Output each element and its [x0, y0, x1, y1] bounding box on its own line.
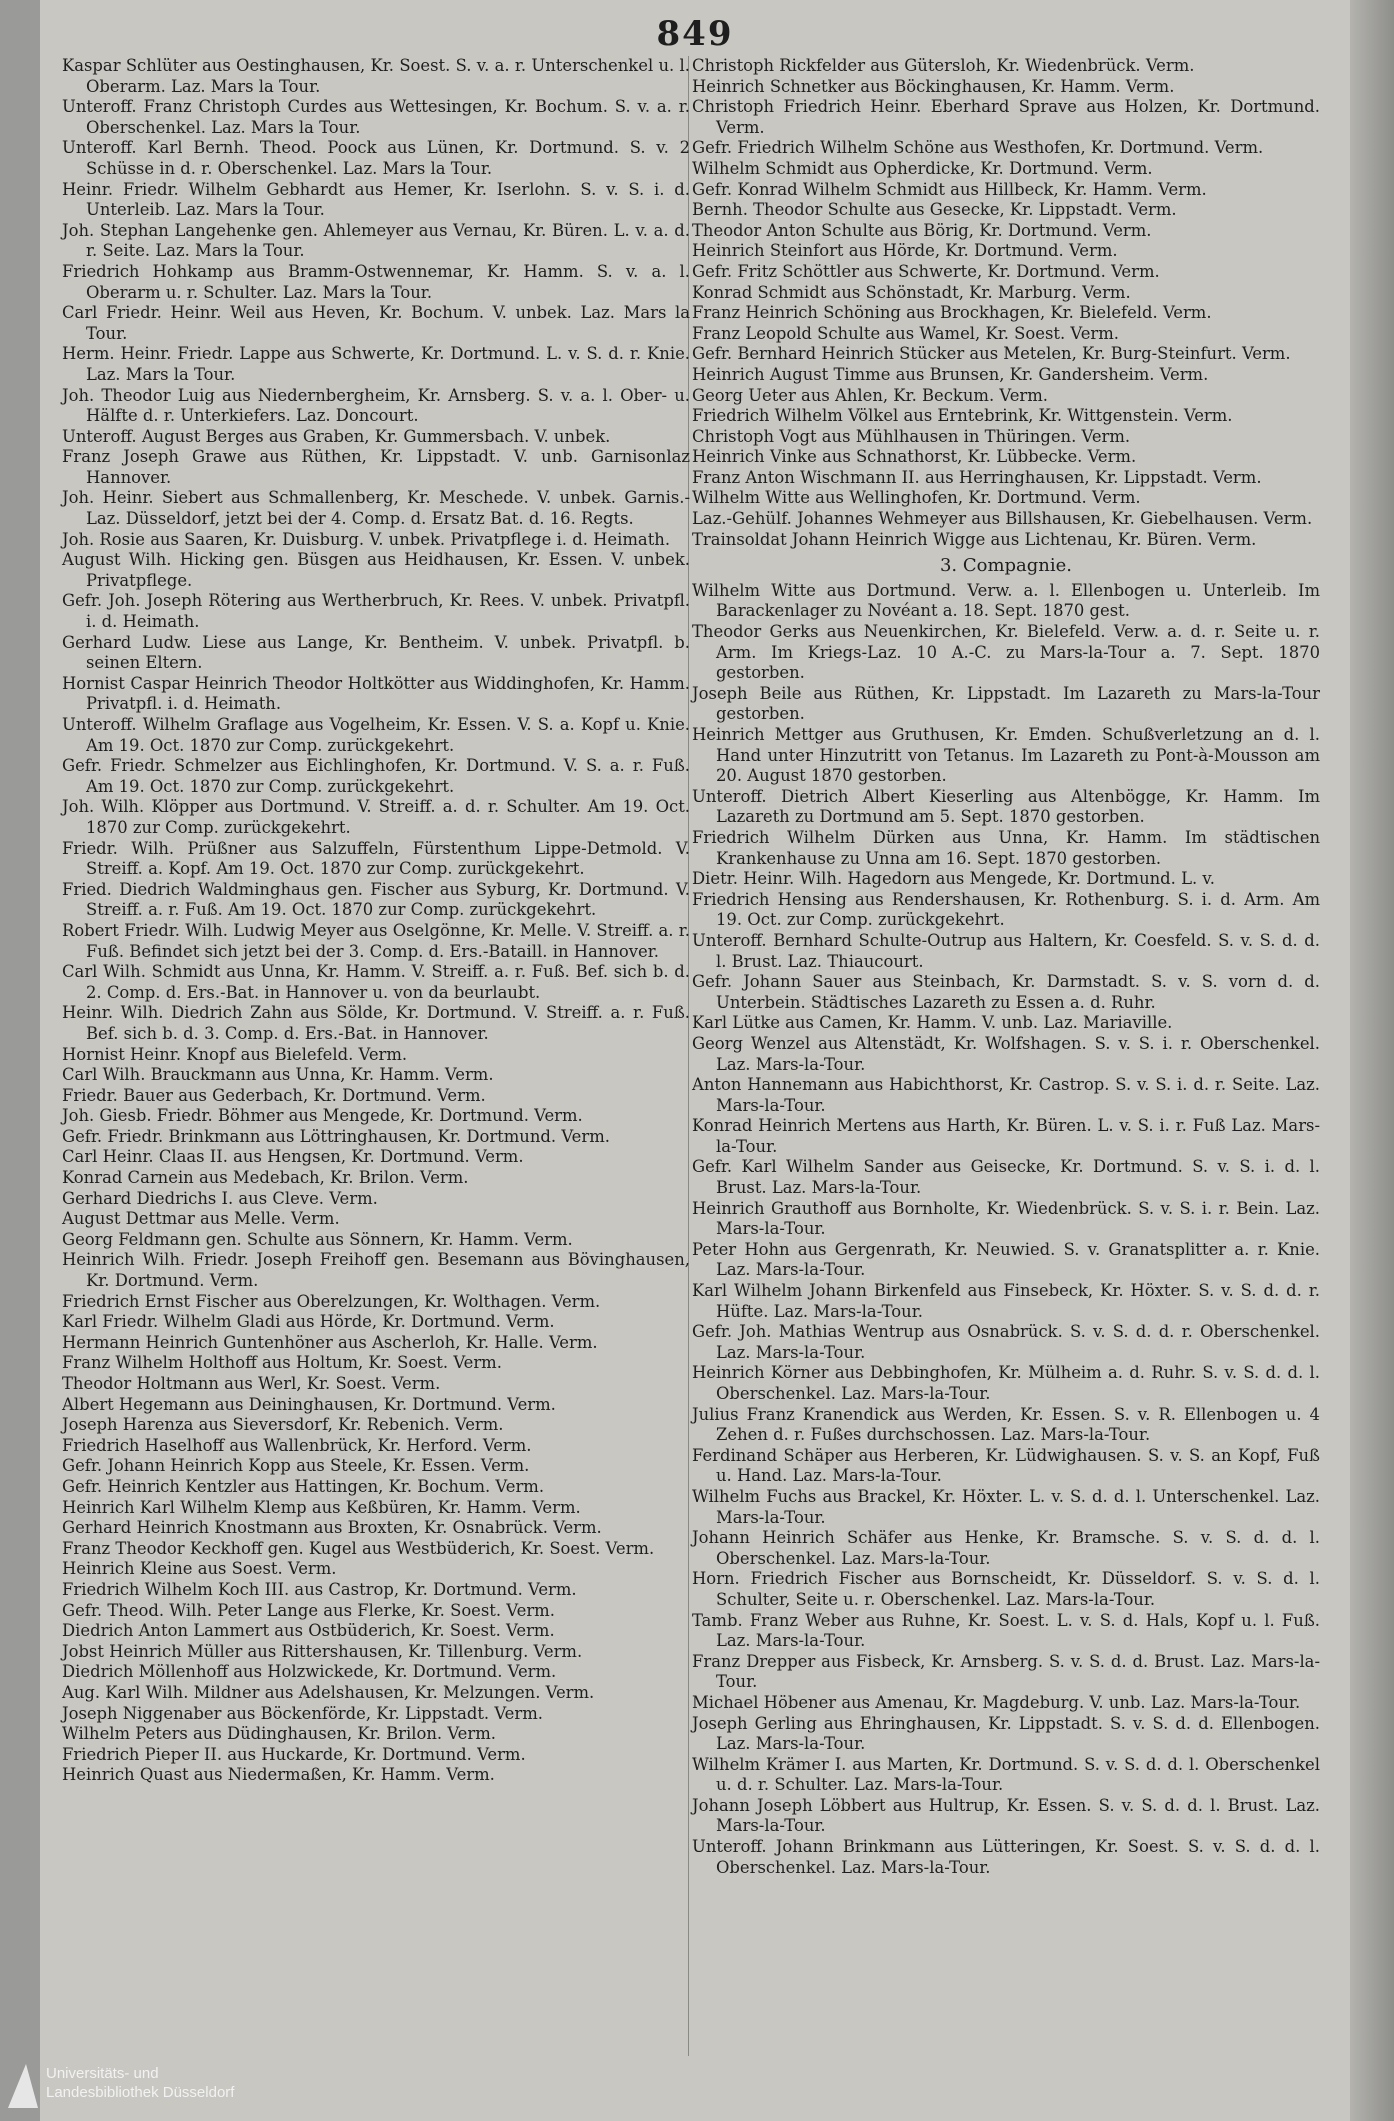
list-entry: Gefr. Friedrich Wilhelm Schöne aus Westhofen, Kr. Dortmund. Verm.	[692, 138, 1264, 158]
list-entry: Friedr. Wilh. Prüßner aus Salzuffeln, Fürstenthum Lippe-Detmold. V. Streiff. a. Kopf. Am 19. Oct. 1870 zur Comp. zurückgekehrt.	[62, 838, 690, 879]
list-entry: Unteroff. Franz Christoph Curdes aus Wettesingen, Kr. Bochum. S. v. a. r. Oberschenkel. Laz. Mars la Tour.	[62, 97, 690, 137]
list-entry: Joh. Giesb. Friedr. Böhmer aus Mengede, Kr. Dortmund. Verm.	[62, 1106, 583, 1126]
list-entry: Theodor Gerks aus Neuenkirchen, Kr. Bielefeld. Verw. a. d. r. Seite u. r. Arm. Im Kriegs-Laz. 10 A.-C. zu Mars-la-Tour a. 7. Sept. 1870 gestorben.	[692, 622, 1320, 683]
list-entry: Heinrich Kleine aus Soest. Verm.	[62, 1559, 337, 1579]
list-entry: Carl Friedr. Heinr. Weil aus Heven, Kr. Bochum. V. unbek. Laz. Mars la Tour.	[62, 303, 690, 343]
list-entry: Georg Feldmann gen. Schulte aus Sönnern, Kr. Hamm. Verm.	[62, 1229, 573, 1249]
list-entry: Gefr. Bernhard Heinrich Stücker aus Metelen, Kr. Burg-Steinfurt. Verm.	[692, 344, 1291, 364]
list-entry: Gefr. Johann Sauer aus Steinbach, Kr. Darmstadt. S. v. S. vorn d. d. Unterbein. Städtisches Lazareth zu Essen a. d. Ruhr.	[692, 972, 1320, 1012]
list-entry: Georg Wenzel aus Altenstädt, Kr. Wolfshagen. S. v. S. i. r. Oberschenkel. Laz. Mars-la-Tour.	[692, 1033, 1320, 1074]
list-entry: Heinrich Wilh. Friedr. Joseph Freihoff gen. Besemann aus Bövinghausen, Kr. Dortmund. Verm.	[62, 1250, 690, 1291]
list-entry: Diedrich Anton Lammert aus Ostbüderich, Kr. Soest. Verm.	[62, 1621, 555, 1641]
list-entry: Wilhelm Witte aus Dortmund. Verw. a. l. Ellenbogen u. Unterleib. Im Barackenlager zu Novéant a. 18. Sept. 1870 gest.	[692, 580, 1320, 621]
list-entry: Carl Wilh. Brauckmann aus Unna, Kr. Hamm. Verm.	[62, 1065, 494, 1085]
right-column	[692, 56, 1320, 1878]
list-entry: Peter Hohn aus Gergenrath, Kr. Neuwied. S. v. Granatsplitter a. r. Knie. Laz. Mars-la-Tour.	[692, 1239, 1320, 1280]
list-entry: Heinrich Mettger aus Gruthusen, Kr. Emden. Schußverletzung an d. l. Hand unter Hinzutritt von Tetanus. Im Lazareth zu Pont-à-Mousson am 20. August 1870 gestorben.	[692, 725, 1320, 786]
list-entry: Diedrich Möllenhoff aus Holzwickede, Kr. Dortmund. Verm.	[62, 1662, 557, 1682]
library-logo	[2, 2060, 302, 2116]
list-entry: Carl Heinr. Claas II. aus Hengsen, Kr. Dortmund. Verm.	[62, 1147, 524, 1167]
list-entry: Anton Hannemann aus Habichthorst, Kr. Castrop. S. v. S. i. d. r. Seite. Laz. Mars-la-Tour.	[692, 1075, 1320, 1115]
list-entry: Joh. Stephan Langehenke gen. Ahlemeyer aus Vernau, Kr. Büren. L. v. a. d. r. Seite. Laz. Mars la Tour.	[62, 220, 690, 261]
list-entry: Konrad Heinrich Mertens aus Harth, Kr. Büren. L. v. S. i. r. Fuß Laz. Mars-la-Tour.	[692, 1116, 1320, 1156]
list-entry: Friedrich Wilhelm Völkel aus Erntebrink, Kr. Wittgenstein. Verm.	[692, 406, 1233, 426]
list-entry: Georg Ueter aus Ahlen, Kr. Beckum. Verm.	[692, 385, 1048, 405]
list-entry: Franz Anton Wischmann II. aus Herringhausen, Kr. Lippstadt. Verm.	[692, 467, 1262, 487]
list-entry: Heinrich Grauthoff aus Bornholte, Kr. Wiedenbrück. S. v. S. i. r. Bein. Laz. Mars-la-Tour.	[692, 1198, 1320, 1239]
list-entry: Joseph Beile aus Rüthen, Kr. Lippstadt. Im Lazareth zu Mars-la-Tour gestorben.	[692, 683, 1320, 724]
list-entry: Ferdinand Schäper aus Herberen, Kr. Lüdwighausen. S. v. S. an Kopf, Fuß u. Hand. Laz. Mars-la-Tour.	[692, 1445, 1320, 1486]
list-entry: Gerhard Ludw. Liese aus Lange, Kr. Bentheim. V. unbek. Privatpfl. b. seinen Eltern.	[62, 632, 690, 673]
list-entry: Hornist Caspar Heinrich Theodor Holtkötter aus Widdinghofen, Kr. Hamm. Privatpfl. i. d. Heimath.	[62, 673, 690, 714]
list-entry: Theodor Holtmann aus Werl, Kr. Soest. Verm.	[62, 1374, 441, 1393]
list-entry: Gefr. Heinrich Kentzler aus Hattingen, Kr. Bochum. Verm.	[62, 1476, 545, 1496]
list-entry: Gefr. Karl Wilhelm Sander aus Geisecke, Kr. Dortmund. S. v. S. i. d. l. Brust. Laz. Mars-la-Tour.	[692, 1157, 1320, 1198]
list-entry: Gerhard Heinrich Knostmann aus Broxten, Kr. Osnabrück. Verm.	[62, 1518, 602, 1538]
list-entry: Franz Wilhelm Holthoff aus Holtum, Kr. Soest. Verm.	[62, 1353, 502, 1373]
list-entry: Gefr. Konrad Wilhelm Schmidt aus Hillbeck, Kr. Hamm. Verm.	[692, 179, 1207, 199]
list-entry: Unteroff. August Berges aus Graben, Kr. Gummersbach. V. unbek.	[62, 426, 611, 446]
list-entry: Herm. Heinr. Friedr. Lappe aus Schwerte, Kr. Dortmund. L. v. S. d. r. Knie. Laz. Mars la Tour.	[62, 344, 690, 384]
library-mark-icon	[8, 2064, 38, 2108]
list-entry: August Wilh. Hicking gen. Büsgen aus Heidhausen, Kr. Essen. V. unbek. Privatpflege.	[62, 550, 690, 590]
list-entry: Joseph Niggenaber aus Böckenförde, Kr. Lippstadt. Verm.	[62, 1703, 543, 1723]
list-entry: Friedrich Hohkamp aus Bramm-Ostwennemar, Kr. Hamm. S. v. a. l. Oberarm u. r. Schulter. Laz. Mars la Tour.	[62, 261, 690, 302]
list-entry: Heinrich Körner aus Debbinghofen, Kr. Mülheim a. d. Ruhr. S. v. S. d. d. l. Oberschenkel. Laz. Mars-la-Tour.	[692, 1363, 1320, 1403]
list-entry: Gefr. Johann Heinrich Kopp aus Steele, Kr. Essen. Verm.	[62, 1456, 530, 1476]
list-entry: Trainsoldat Johann Heinrich Wigge aus Lichtenau, Kr. Büren. Verm.	[692, 529, 1257, 549]
list-entry: Friedrich Pieper II. aus Huckarde, Kr. Dortmund. Verm.	[62, 1744, 526, 1764]
list-entry: Christoph Friedrich Heinr. Eberhard Sprave aus Holzen, Kr. Dortmund. Verm.	[692, 97, 1320, 137]
list-entry: Heinrich Quast aus Niedermaßen, Kr. Hamm. Verm.	[62, 1765, 495, 1785]
list-entry: Heinrich August Timme aus Brunsen, Kr. Gandersheim. Verm.	[692, 364, 1209, 384]
list-entry: Wilhelm Krämer I. aus Marten, Kr. Dortmund. S. v. S. d. d. l. Oberschenkel u. d. r. Schulter. Laz. Mars-la-Tour.	[692, 1754, 1320, 1795]
list-entry: Dietr. Heinr. Wilh. Hagedorn aus Mengede, Kr. Dortmund. L. v.	[692, 869, 1215, 889]
list-entry: Horn. Friedrich Fischer aus Bornscheidt, Kr. Düsseldorf. S. v. S. d. l. Schulter, Seite u. r. Oberschenkel. Laz. Mars-la-Tour.	[692, 1569, 1320, 1609]
list-entry: Gefr. Joh. Joseph Rötering aus Wertherbruch, Kr. Rees. V. unbek. Privatpfl. i. d. Heimath.	[62, 591, 690, 632]
list-entry: Christoph Vogt aus Mühlhausen in Thüringen. Verm.	[692, 426, 1131, 446]
list-entry: Wilhelm Fuchs aus Brackel, Kr. Höxter. L. v. S. d. d. l. Unterschenkel. Laz. Mars-la-Tour.	[692, 1486, 1320, 1527]
list-entry: Heinrich Karl Wilhelm Klemp aus Keßbüren, Kr. Hamm. Verm.	[62, 1497, 581, 1517]
right-column-bottom-list	[692, 581, 1320, 1878]
list-entry: Friedrich Haselhoff aus Wallenbrück, Kr. Herford. Verm.	[62, 1435, 532, 1455]
list-entry: Friedrich Ernst Fischer aus Oberelzungen, Kr. Wolthagen. Verm.	[62, 1291, 601, 1311]
list-entry: Aug. Karl Wilh. Mildner aus Adelshausen, Kr. Melzungen. Verm.	[62, 1682, 595, 1702]
list-entry: Friedrich Hensing aus Rendershausen, Kr. Rothenburg. S. i. d. Arm. Am 19. Oct. zur Comp. zurückgekehrt.	[692, 889, 1320, 930]
list-entry: Gefr. Friedr. Brinkmann aus Löttringhausen, Kr. Dortmund. Verm.	[62, 1126, 610, 1146]
list-entry: Unteroff. Johann Brinkmann aus Lütteringen, Kr. Soest. S. v. S. d. d. l. Oberschenkel. Laz. Mars-la-Tour.	[692, 1837, 1320, 1877]
book-edge	[1350, 0, 1394, 2121]
list-entry: Joh. Rosie aus Saaren, Kr. Duisburg. V. unbek. Privatpflege i. d. Heimath.	[62, 529, 671, 549]
list-entry: Heinrich Steinfort aus Hörde, Kr. Dortmund. Verm.	[692, 241, 1118, 261]
list-entry: Karl Lütke aus Camen, Kr. Hamm. V. unb. Laz. Mariaville.	[692, 1013, 1173, 1033]
logo-line-1: Universitäts- und	[46, 2065, 159, 2082]
list-entry: Franz Leopold Schulte aus Wamel, Kr. Soest. Verm.	[692, 323, 1119, 343]
list-entry: Robert Friedr. Wilh. Ludwig Meyer aus Oselgönne, Kr. Melle. V. Streiff. a. r. Fuß. Befindet sich jetzt bei der 3. Comp. d. Ers.-Bataill. in Hannover.	[62, 920, 690, 961]
list-entry: Karl Friedr. Wilhelm Gladi aus Hörde, Kr. Dortmund. Verm.	[62, 1312, 555, 1332]
list-entry: Joh. Heinr. Siebert aus Schmallenberg, Kr. Meschede. V. unbek. Garnis.-Laz. Düsseldorf, jetzt bei der 4. Comp. d. Ersatz Bat. d. 16. Regts.	[62, 488, 690, 529]
list-entry: Franz Joseph Grawe aus Rüthen, Kr. Lippstadt. V. unb. Garnisonlaz Hannover.	[62, 447, 690, 487]
list-entry: Gerhard Diedrichs I. aus Cleve. Verm.	[62, 1188, 378, 1208]
list-entry: Wilhelm Peters aus Düdinghausen, Kr. Brilon. Verm.	[62, 1724, 496, 1744]
list-entry: Heinrich Schnetker aus Böckinghausen, Kr. Hamm. Verm.	[692, 76, 1175, 96]
list-entry: Albert Hegemann aus Deininghausen, Kr. Dortmund. Verm.	[62, 1394, 556, 1414]
list-entry: Konrad Carnein aus Medebach, Kr. Brilon. Verm.	[62, 1168, 469, 1188]
list-entry: Karl Wilhelm Johann Birkenfeld aus Finsebeck, Kr. Höxter. S. v. S. d. d. r. Hüfte. Laz. Mars-la-Tour.	[692, 1281, 1320, 1321]
right-column-top-list	[692, 56, 1320, 550]
document-page	[40, 0, 1350, 2121]
list-entry: Johann Joseph Löbbert aus Hultrup, Kr. Essen. S. v. S. d. d. l. Brust. Laz. Mars-la-Tour.	[692, 1795, 1320, 1836]
list-entry: Friedrich Wilhelm Koch III. aus Castrop, Kr. Dortmund. Verm.	[62, 1579, 577, 1599]
list-entry: Franz Heinrich Schöning aus Brockhagen, Kr. Bielefeld. Verm.	[692, 303, 1212, 323]
list-entry: Tamb. Franz Weber aus Ruhne, Kr. Soest. L. v. S. d. Hals, Kopf u. l. Fuß. Laz. Mars-la-Tour.	[692, 1610, 1320, 1651]
logo-line-2: Landesbibliothek Düsseldorf	[46, 2084, 235, 2101]
list-entry: Wilhelm Schmidt aus Opherdicke, Kr. Dortmund. Verm.	[692, 158, 1153, 178]
list-entry: Gefr. Theod. Wilh. Peter Lange aus Flerke, Kr. Soest. Verm.	[62, 1600, 555, 1620]
list-entry: Franz Drepper aus Fisbeck, Kr. Arnsberg. S. v. S. d. d. Brust. Laz. Mars-la-Tour.	[692, 1651, 1320, 1692]
list-entry: Joh. Wilh. Klöpper aus Dortmund. V. Streiff. a. d. r. Schulter. Am 19. Oct. 1870 zur Comp. zurückgekehrt.	[62, 797, 690, 837]
section-heading: 3. Compagnie.	[939, 555, 1073, 577]
list-entry: Wilhelm Witte aus Wellinghofen, Kr. Dortmund. Verm.	[692, 488, 1141, 508]
left-column	[62, 56, 690, 1786]
list-entry: Hermann Heinrich Guntenhöner aus Ascherloh, Kr. Halle. Verm.	[62, 1332, 598, 1352]
list-entry: Joseph Gerling aus Ehringhausen, Kr. Lippstadt. S. v. S. d. d. Ellenbogen. Laz. Mars-la-Tour.	[692, 1713, 1320, 1754]
page-number: 849	[656, 14, 734, 54]
list-entry: Gefr. Friedr. Schmelzer aus Eichlinghofen, Kr. Dortmund. V. S. a. r. Fuß. Am 19. Oct. 1870 zur Comp. zurückgekehrt.	[62, 756, 690, 796]
list-entry: Jobst Heinrich Müller aus Rittershausen, Kr. Tillenburg. Verm.	[62, 1641, 583, 1661]
list-entry: August Dettmar aus Melle. Verm.	[62, 1209, 340, 1229]
list-entry: Fried. Diedrich Waldminghaus gen. Fischer aus Syburg, Kr. Dortmund. V. Streiff. a. r. Fuß. Am 19. Oct. 1870 zur Comp. zurückgekehrt.	[62, 879, 690, 920]
list-entry: Friedr. Bauer aus Gederbach, Kr. Dortmund. Verm.	[62, 1085, 486, 1105]
list-entry: Bernh. Theodor Schulte aus Gesecke, Kr. Lippstadt. Verm.	[692, 200, 1177, 220]
list-entry: Johann Heinrich Schäfer aus Henke, Kr. Bramsche. S. v. S. d. d. l. Oberschenkel. Laz. Mars-la-Tour.	[692, 1528, 1320, 1568]
list-entry: Unteroff. Karl Bernh. Theod. Poock aus Lünen, Kr. Dortmund. S. v. 2 Schüsse in d. r. Oberschenkel. Laz. Mars la Tour.	[62, 138, 690, 178]
list-entry: Friedrich Wilhelm Dürken aus Unna, Kr. Hamm. Im städtischen Krankenhause zu Unna am 16. Sept. 1870 gestorben.	[692, 827, 1320, 868]
list-entry: Laz.-Gehülf. Johannes Wehmeyer aus Billshausen, Kr. Giebelhausen. Verm.	[692, 509, 1313, 529]
list-entry: Gefr. Fritz Schöttler aus Schwerte, Kr. Dortmund. Verm.	[692, 261, 1160, 281]
list-entry: Hornist Heinr. Knopf aus Bielefeld. Verm.	[62, 1044, 408, 1064]
list-entry: Franz Theodor Keckhoff gen. Kugel aus Westbüderich, Kr. Soest. Verm.	[62, 1538, 655, 1558]
list-entry: Heinrich Vinke aus Schnathorst, Kr. Lübbecke. Verm.	[692, 447, 1137, 467]
list-entry: Kaspar Schlüter aus Oestinghausen, Kr. Soest. S. v. a. r. Unterschenkel u. l. Oberarm. Laz. Mars la Tour.	[62, 56, 690, 96]
list-entry: Carl Wilh. Schmidt aus Unna, Kr. Hamm. V. Streiff. a. r. Fuß. Bef. sich b. d. 2. Comp. d. Ers.-Bat. in Hannover u. von da beurlaubt.	[62, 962, 690, 1002]
list-entry: Unteroff. Bernhard Schulte-Outrup aus Haltern, Kr. Coesfeld. S. v. S. d. d. l. Brust. Laz. Thiaucourt.	[692, 930, 1320, 971]
list-entry: Gefr. Joh. Mathias Wentrup aus Osnabrück. S. v. S. d. d. r. Oberschenkel. Laz. Mars-la-Tour.	[692, 1322, 1320, 1362]
list-entry: Joh. Theodor Luig aus Niedernbergheim, Kr. Arnsberg. S. v. a. l. Ober- u. Hälfte d. r. Unterkiefers. Laz. Doncourt.	[62, 385, 690, 426]
list-entry: Unteroff. Dietrich Albert Kieserling aus Altenbögge, Kr. Hamm. Im Lazareth zu Dortmund am 5. Sept. 1870 gestorben.	[692, 786, 1320, 827]
list-entry: Konrad Schmidt aus Schönstadt, Kr. Marburg. Verm.	[692, 282, 1131, 302]
list-entry: Theodor Anton Schulte aus Börig, Kr. Dortmund. Verm.	[692, 220, 1152, 240]
list-entry: Heinr. Friedr. Wilhelm Gebhardt aus Hemer, Kr. Iserlohn. S. v. S. i. d. Unterleib. Laz. Mars la Tour.	[62, 179, 690, 220]
list-entry: Unteroff. Wilhelm Graflage aus Vogelheim, Kr. Essen. V. S. a. Kopf u. Knie. Am 19. Oct. 1870 zur Comp. zurückgekehrt.	[62, 715, 690, 755]
list-entry: Julius Franz Kranendick aus Werden, Kr. Essen. S. v. R. Ellenbogen u. 4 Zehen d. r. Fußes durchschossen. Laz. Mars-la-Tour.	[692, 1404, 1320, 1445]
list-entry: Heinr. Wilh. Diedrich Zahn aus Sölde, Kr. Dortmund. V. Streiff. a. r. Fuß. Bef. sich b. d. 3. Comp. d. Ers.-Bat. in Hannover.	[62, 1003, 690, 1043]
list-entry: Joseph Harenza aus Sieversdorf, Kr. Rebenich. Verm.	[62, 1415, 504, 1435]
list-entry: Michael Höbener aus Amenau, Kr. Magdeburg. V. unb. Laz. Mars-la-Tour.	[692, 1692, 1301, 1712]
list-entry: Christoph Rickfelder aus Gütersloh, Kr. Wiedenbrück. Verm.	[692, 56, 1195, 75]
